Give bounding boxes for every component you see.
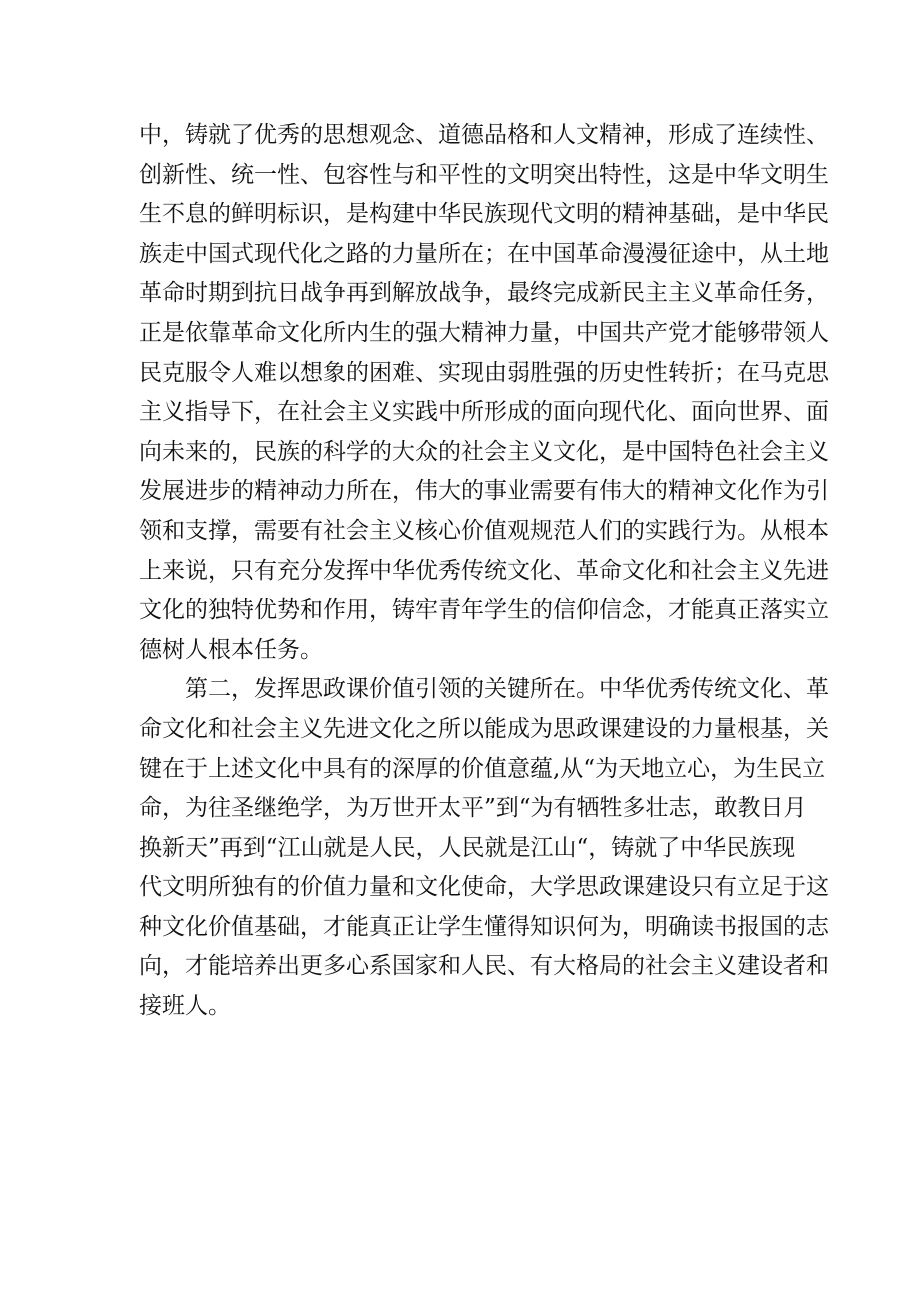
- paragraph-line: 接班人。: [139, 993, 231, 1020]
- paragraph-line: 德树人根本任务。: [139, 636, 323, 663]
- paragraph-line: 换新天”再到“江山就是人民，人民就是江山“，铸就了中华民族现: [139, 834, 796, 861]
- paragraph-line: 族走中国式现代化之路的力量所在；在中国革命漫漫征途中，从土地: [139, 240, 829, 267]
- paragraph-line: 第二，发挥思政课价值引领的关键所在。中华优秀传统文化、革: [185, 676, 829, 703]
- paragraph-line: 革命时期到抗日战争再到解放战争，最终完成新民主主义革命任务，: [139, 280, 829, 307]
- paragraph-line: 正是依靠革命文化所内生的强大精神力量，中国共产党才能够带领人: [139, 319, 829, 346]
- paragraph-line: 上来说，只有充分发挥中华优秀传统文化、革命文化和社会主义先进: [139, 557, 829, 584]
- paragraph-line: 主义指导下，在社会主义实践中所形成的面向现代化、面向世界、面: [139, 399, 829, 426]
- paragraph-2: [139, 670, 829, 1026]
- paragraph-line: 种文化价值基础，才能真正让学生懂得知识何为，明确读书报国的志: [139, 913, 829, 940]
- paragraph-line: 领和支撑，需要有社会主义核心价值观规范人们的实践行为。从根本: [139, 517, 829, 544]
- paragraph-line: 键在于上述文化中具有的深厚的价值意蕴,从“为天地立心，为生民立: [139, 755, 826, 782]
- paragraph-line: 向未来的，民族的科学的大众的社会主义文化，是中国特色社会主义: [139, 438, 829, 465]
- paragraph-line: 命，为往圣继绝学，为万世开太平”到“为有牺牲多壮志，敢教日月: [139, 795, 807, 822]
- paragraph-1: [139, 116, 829, 670]
- paragraph-line: 代文明所独有的价值力量和文化使命，大学思政课建设只有立足于这: [139, 874, 829, 901]
- paragraph-line: 中，铸就了优秀的思想观念、道德品格和人文精神，形成了连续性、: [139, 122, 829, 148]
- paragraph-line: 向，才能培养出更多心系国家和人民、有大格局的社会主义建设者和: [139, 953, 829, 980]
- paragraph-line: 命文化和社会主义先进文化之所以能成为思政课建设的力量根基，关: [139, 715, 829, 742]
- paragraph-line: 民克服令人难以想象的困难、实现由弱胜强的历史性转折；在马克思: [139, 359, 829, 386]
- paragraph-line: 生不息的鲜明标识，是构建中华民族现代文明的精神基础，是中华民: [139, 201, 829, 228]
- paragraph-line: 文化的独特优势和作用，铸牢青年学生的信仰信念，才能真正落实立: [139, 597, 829, 624]
- paragraph-line: 创新性、统一性、包容性与和平性的文明突出特性，这是中华文明生: [139, 161, 829, 188]
- document-body: [139, 116, 829, 1027]
- paragraph-line: 发展进步的精神动力所在，伟大的事业需要有伟大的精神文化作为引: [139, 478, 829, 505]
